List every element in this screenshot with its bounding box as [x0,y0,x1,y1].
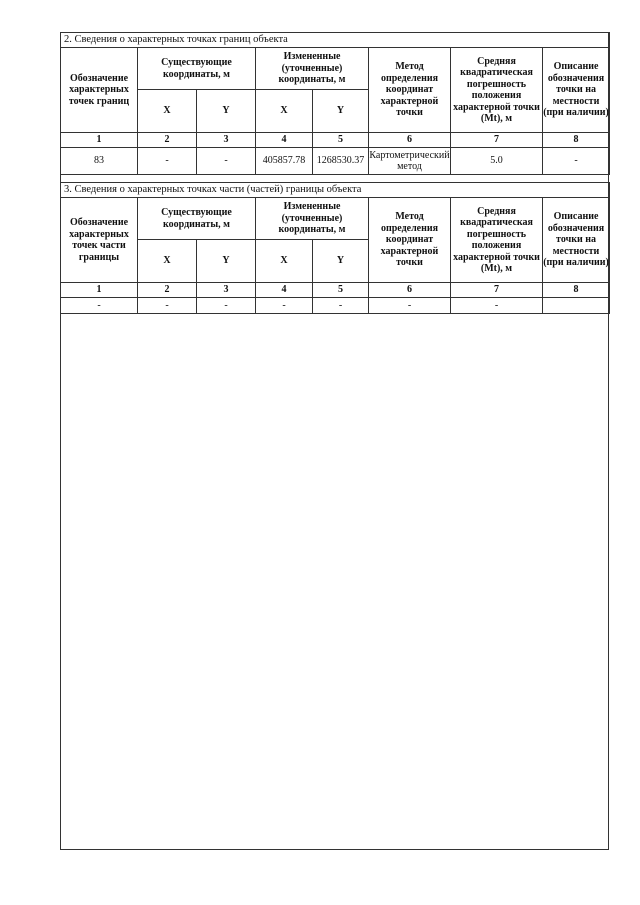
col-num: 8 [543,133,610,148]
header-point-designation: Обозначение характерных точек границ [61,48,138,133]
header-point-designation: Обозначение характерных точек части границы [61,198,138,283]
header-changed-y: Y [313,240,369,283]
header-changed-x: X [256,90,313,133]
header-existing-coords: Существующие координаты, м [138,48,256,90]
cell-existing-y: - [197,298,256,314]
col-num: 5 [313,133,369,148]
header-existing-y: Y [197,240,256,283]
cell-accuracy: 5.0 [451,148,543,175]
boundary-points-table [60,32,610,175]
col-num: 2 [138,133,197,148]
col-num: 3 [197,133,256,148]
col-num: 1 [61,283,138,298]
header-existing-coords: Существующие координаты, м [138,198,256,240]
table-row [61,148,610,175]
cell-method: Картометрический метод [369,148,451,175]
header-method: Метод определения координат характерной точки [369,48,451,133]
col-num: 1 [61,133,138,148]
col-num: 2 [138,283,197,298]
col-num: 6 [369,283,451,298]
cell-existing-y: - [197,148,256,175]
column-number-row [61,133,610,148]
col-num: 5 [313,283,369,298]
table-row [61,298,610,314]
header-changed-x: X [256,240,313,283]
cell-point: - [61,298,138,314]
header-description: Описание обозначения точки на местности (при наличии) [543,48,610,133]
col-num: 8 [543,283,610,298]
col-num: 6 [369,133,451,148]
header-changed-coords: Измененные (уточненные) координаты, м [256,48,369,90]
cell-point: 83 [61,148,138,175]
column-number-row [61,283,610,298]
header-accuracy: Средняя квадратическая погрешность положения характерной точки (Mt), м [451,198,543,283]
cell-method: - [369,298,451,314]
cell-description [543,298,610,314]
cell-accuracy: - [451,298,543,314]
section-title: 3. Сведения о характерных точках части (частей) границы объекта [61,183,610,198]
cell-changed-y: 1268530.37 [313,148,369,175]
cell-existing-x: - [138,298,197,314]
cell-changed-x: - [256,298,313,314]
cell-changed-y: - [313,298,369,314]
header-changed-coords: Измененные (уточненные) координаты, м [256,198,369,240]
boundary-part-points-table [60,182,610,314]
col-num: 4 [256,133,313,148]
header-existing-y: Y [197,90,256,133]
cell-description: - [543,148,610,175]
header-existing-x: X [138,90,197,133]
header-existing-x: X [138,240,197,283]
section-title: 2. Сведения о характерных точках границ объекта [61,33,610,48]
cell-changed-x: 405857.78 [256,148,313,175]
cell-existing-x: - [138,148,197,175]
col-num: 7 [451,283,543,298]
col-num: 4 [256,283,313,298]
col-num: 7 [451,133,543,148]
header-accuracy: Средняя квадратическая погрешность положения характерной точки (Mt), м [451,48,543,133]
header-method: Метод определения координат характерной точки [369,198,451,283]
header-changed-y: Y [313,90,369,133]
header-description: Описание обозначения точки на местности (при наличии) [543,198,610,283]
col-num: 3 [197,283,256,298]
